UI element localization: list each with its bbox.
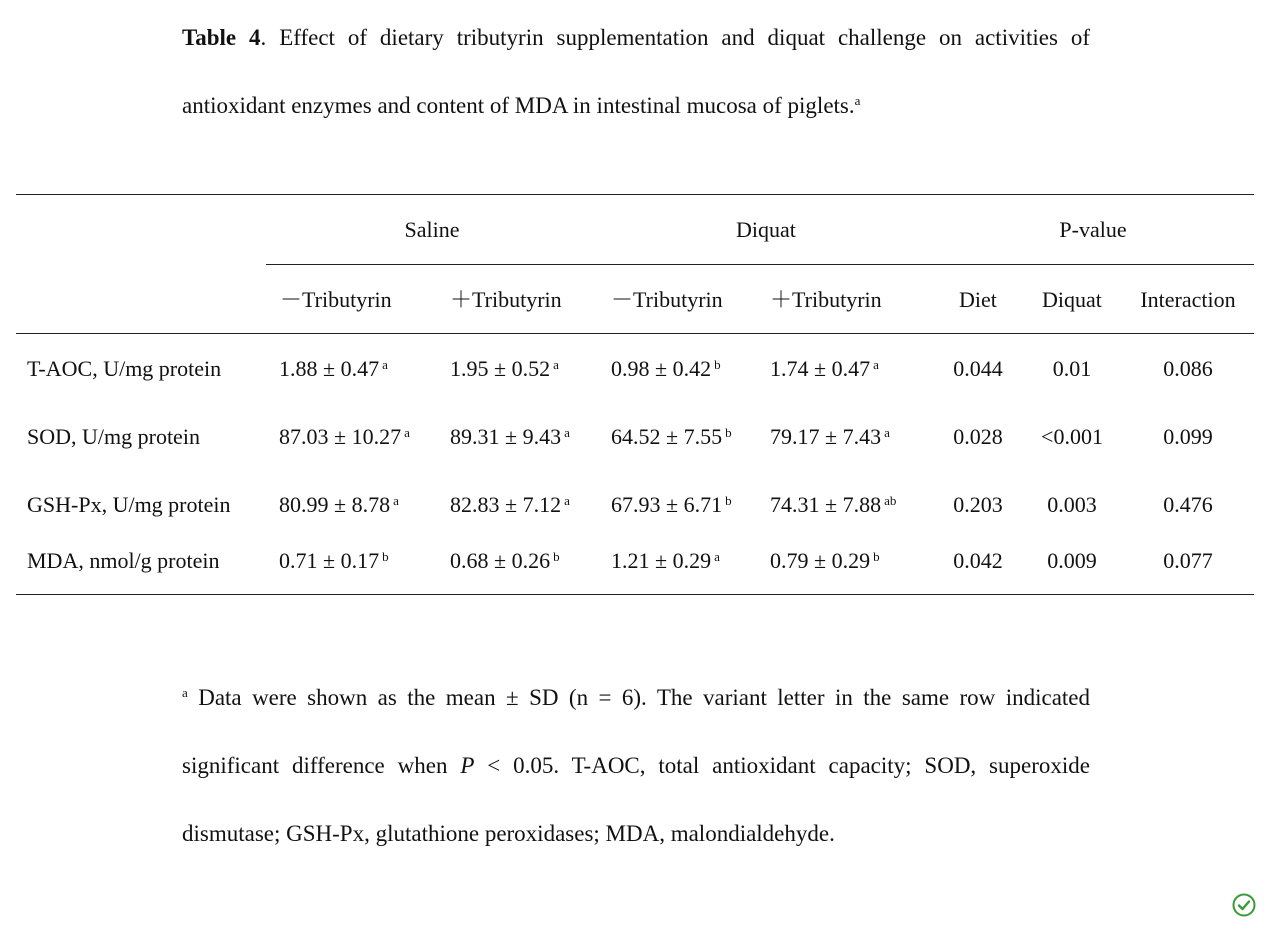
table-cell-text: 79.17 ± 7.43 [770, 424, 882, 449]
group-header [332, 217, 532, 243]
table-cell-text: 64.52 ± 7.55 [611, 424, 723, 449]
group-header [666, 217, 866, 243]
table-cell-text: 1.74 ± 0.47 [770, 356, 871, 381]
significance-letter: a [873, 357, 879, 372]
significance-letter: a [564, 493, 570, 508]
leaf-check-icon [1232, 893, 1256, 917]
column-header-text: ＋Tributyrin [450, 287, 562, 312]
row-label-text: GSH-Px, U/mg protein [27, 492, 231, 517]
table-cell [450, 492, 570, 518]
table-cell-text: 0.79 ± 0.29 [770, 548, 871, 573]
p-value-cell [1123, 492, 1253, 518]
significance-letter: b [553, 549, 560, 564]
column-header-text: Interaction [1140, 287, 1236, 312]
footnote-text-1: Data were shown as the mean ± SD (n = 6). The variant letter in the same row indicated significant difference when [182, 685, 1090, 778]
p-value-cell [1123, 548, 1253, 574]
p-value-cell [1007, 548, 1137, 574]
table-cell [279, 548, 389, 574]
table-cell [279, 492, 399, 518]
row-label [27, 548, 220, 574]
table-cell [279, 424, 410, 450]
group-header-text: Saline [404, 217, 460, 242]
significance-letter: a [714, 549, 720, 564]
column-header [1007, 287, 1137, 313]
significance-letter: b [382, 549, 389, 564]
p-value-cell-text: 0.028 [953, 424, 1003, 449]
p-value-cell [1007, 492, 1137, 518]
table-cell-text: 1.88 ± 0.47 [279, 356, 380, 381]
p-value-cell-text: 0.044 [953, 356, 1003, 381]
table-cell-text: 1.95 ± 0.52 [450, 356, 551, 381]
table-footnote [182, 664, 1090, 868]
table-cell [770, 424, 890, 450]
p-value-cell [1123, 424, 1253, 450]
table-cell [611, 492, 732, 518]
column-header [1123, 287, 1253, 313]
group-header-text: Diquat [736, 217, 796, 242]
p-value-cell [1007, 424, 1137, 450]
p-value-cell-text: 0.203 [953, 492, 1003, 517]
row-label [27, 492, 231, 518]
p-value-cell-text: 0.476 [1163, 492, 1213, 517]
table-cell [279, 356, 388, 382]
caption-footnote-mark: a [854, 93, 861, 108]
significance-letter: b [714, 357, 721, 372]
column-header [280, 287, 392, 313]
table-cell [611, 424, 732, 450]
significance-letter: a [564, 425, 570, 440]
table-cell-text: 0.71 ± 0.17 [279, 548, 380, 573]
significance-letter: a [382, 357, 388, 372]
p-value-cell [1123, 356, 1253, 382]
table-cell [450, 548, 560, 574]
p-value-cell-text: 0.086 [1163, 356, 1213, 381]
table-top-rule [16, 194, 1254, 195]
footnote-mark: a [182, 685, 188, 700]
table-cell [611, 356, 721, 382]
table-cell-text: 87.03 ± 10.27 [279, 424, 402, 449]
table-label: Table 4 [182, 25, 261, 50]
p-value-cell-text: 0.009 [1047, 548, 1097, 573]
table-cell-text: 82.83 ± 7.12 [450, 492, 562, 517]
footnote-text-2: < 0.05. T-AOC, total antioxidant capacity; SOD, superoxide dismutase; GSH-Px, glutathione peroxidases; MDA, malondialdehyde. [182, 753, 1090, 846]
table-cell [450, 356, 559, 382]
table-cell-text: 89.31 ± 9.43 [450, 424, 562, 449]
row-label [27, 424, 200, 450]
significance-letter: a [884, 425, 890, 440]
row-label-text: T-AOC, U/mg protein [27, 356, 222, 381]
significance-letter: b [725, 493, 732, 508]
table-cell [770, 356, 879, 382]
significance-letter: ab [884, 493, 897, 508]
p-value-cell-text: 0.003 [1047, 492, 1097, 517]
p-value-cell-text: 0.042 [953, 548, 1003, 573]
row-label-text: SOD, U/mg protein [27, 424, 200, 449]
p-value-cell-text: 0.01 [1052, 356, 1092, 381]
table-cell-text: 80.99 ± 8.78 [279, 492, 391, 517]
table-cell [770, 548, 880, 574]
table-cell-text: 1.21 ± 0.29 [611, 548, 712, 573]
table-caption [182, 4, 1090, 140]
table-cell [770, 492, 896, 518]
caption-text: . Effect of dietary tributyrin supplementation and diquat challenge on activities of antioxidant enzymes and content of MDA in intestinal mucosa of piglets. [182, 25, 1090, 118]
row-label [27, 356, 221, 382]
p-value-cell-text: 0.077 [1163, 548, 1213, 573]
table-cell-text: 0.68 ± 0.26 [450, 548, 551, 573]
row-label-text: MDA, nmol/g protein [27, 548, 220, 573]
table-cell-text: 67.93 ± 6.71 [611, 492, 723, 517]
p-value-cell [1007, 356, 1137, 382]
table-bottom-rule [16, 594, 1254, 595]
column-header-text: Diquat [1042, 287, 1102, 312]
column-header-text: Diet [959, 287, 997, 312]
column-header-text: ＋Tributyrin [770, 287, 882, 312]
column-header-text: －Tributyrin [611, 287, 723, 312]
p-value-cell-text: 0.099 [1163, 424, 1213, 449]
column-header [611, 287, 723, 313]
group-header-text: P-value [1059, 217, 1127, 242]
header-bottom-rule [16, 333, 1254, 334]
p-value-cell-text: <0.001 [1041, 424, 1103, 449]
significance-letter: b [725, 425, 732, 440]
table-cell-text: 0.98 ± 0.42 [611, 356, 712, 381]
significance-letter: a [404, 425, 410, 440]
table-cell [611, 548, 720, 574]
significance-letter: b [873, 549, 880, 564]
column-header [450, 287, 562, 313]
table-cell-text: 74.31 ± 7.88 [770, 492, 882, 517]
column-header-text: －Tributyrin [280, 287, 392, 312]
table-cell [450, 424, 570, 450]
group-header-rule [266, 264, 1254, 265]
p-symbol: P [460, 753, 475, 778]
significance-letter: a [393, 493, 399, 508]
group-header [993, 217, 1193, 243]
significance-letter: a [553, 357, 559, 372]
column-header [770, 287, 882, 313]
